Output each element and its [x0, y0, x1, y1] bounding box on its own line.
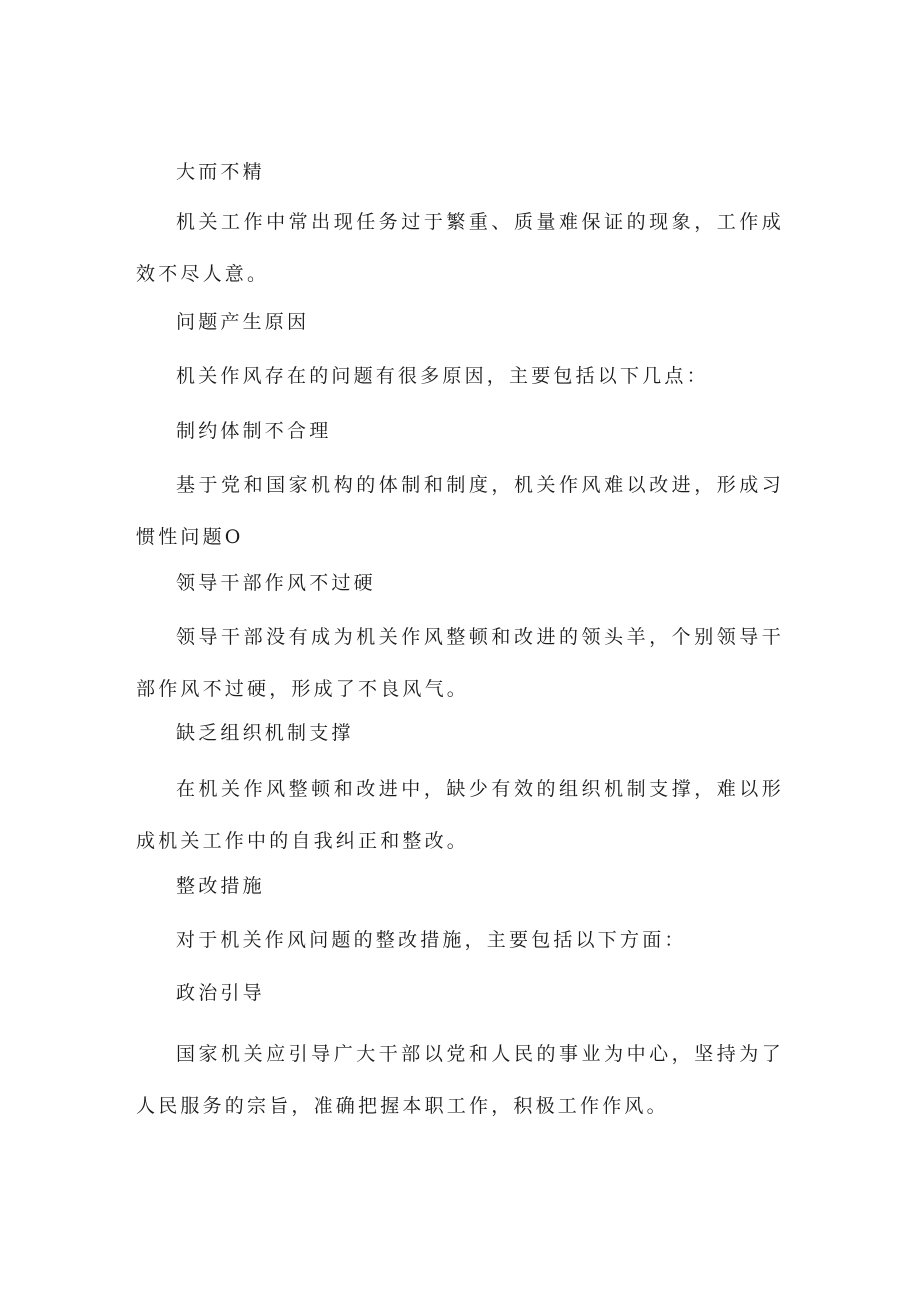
heading-large-but-not-refined: 大而不精	[176, 161, 265, 183]
heading-causes: 问题产生原因	[176, 311, 310, 333]
heading-political-guidance: 政治引导	[176, 982, 265, 1004]
paragraph-lack-of-mechanism: 在机关作风整顿和改进中，缺少有效的组织机制支撑，难以形成机关工作中的自我纠正和整改。	[136, 778, 784, 852]
paragraph-causes-intro: 机关作风存在的问题有很多原因，主要包括以下几点：	[176, 365, 709, 387]
paragraph-system-constraints: 基于党和国家机构的体制和制度，机关作风难以改进，形成习惯性问题O	[136, 474, 784, 548]
paragraph-measures-intro: 对于机关作风问题的整改措施，主要包括以下方面：	[176, 929, 687, 951]
heading-system-constraints: 制约体制不合理	[176, 420, 332, 442]
heading-leadership-style: 领导干部作风不过硬	[176, 572, 376, 594]
paragraph-workload-issue: 机关工作中常出现任务过于繁重、质量难保证的现象，工作成效不尽人意。	[136, 211, 784, 285]
paragraph-leadership-style: 领导干部没有成为机关作风整顿和改进的领头羊，个别领导干部作风不过硬，形成了不良风气。	[136, 626, 784, 700]
heading-rectification-measures: 整改措施	[176, 875, 265, 897]
paragraph-political-guidance: 国家机关应引导广大干部以党和人民的事业为中心，坚持为了人民服务的宗旨，准确把握本职工作，积极工作作风。	[136, 1043, 784, 1117]
heading-lack-of-mechanism: 缺乏组织机制支撑	[176, 722, 354, 744]
